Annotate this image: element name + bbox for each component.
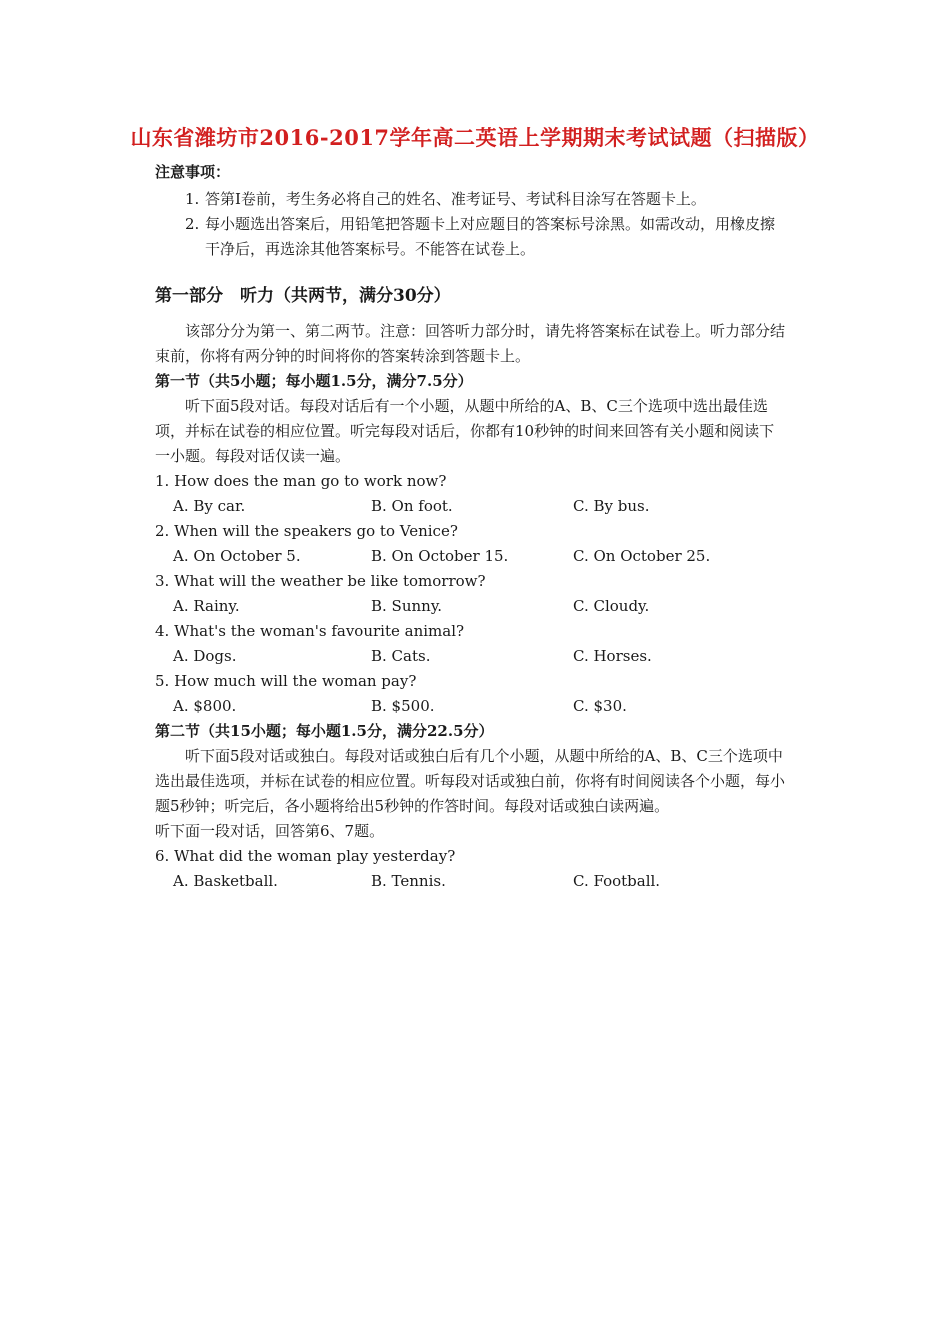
option-a: A. Rainy. [173,597,240,615]
question-options [155,869,785,894]
question-options [155,694,785,719]
notice-item-text: 答第Ⅰ卷前，考生务必将自己的姓名、准考证号、考试科目涂写在答题卡上。 [205,190,706,208]
notice-item-number: 1. [185,190,200,208]
page-title: 山东省潍坊市2016-2017学年高二英语上学期期末考试试题（扫描版） [130,125,820,150]
question-text: 5. How much will the woman pay? [155,672,417,690]
question-options [155,644,785,669]
question-options [155,544,785,569]
option-c: C. By bus. [573,497,650,515]
question-text: 2. When will the speakers go to Venice? [155,522,458,540]
notice-item-text: 每小题选出答案后，用铅笔把答题卡上对应题目的答案标号涂黑。如需改动，用橡皮擦干净后，再选涂其他答案标号。不能答在试卷上。 [205,215,776,258]
option-b: B. On foot. [371,497,453,515]
part-one-intro: 该部分分为第一、第二两节。注意：回答听力部分时，请先将答案标在试卷上。听力部分结束前，你将有两分钟的时间将你的答案转涂到答题卡上。 [155,322,786,365]
dialog-note: 听下面一段对话，回答第6、7题。 [155,822,385,840]
section-two-heading: 第二节（共15小题；每小题1.5分，满分22.5分） [155,722,494,740]
option-c: C. Football. [573,872,661,890]
option-c: C. Horses. [573,647,652,665]
section-two-instructions: 听下面5段对话或独白。每段对话或独白后有几个小题，从题中所给的A、B、C三个选项中选出最佳选项，并标在试卷的相应位置。听每段对话或独白前，你将有时间阅读各个小题，每小题5秒钟；听完后，各小题将给出5秒钟的作答时间。每段对话或独白读两遍。 [155,747,786,815]
notice-heading: 注意事项： [155,163,231,181]
option-b: B. Sunny. [371,597,443,615]
notice-item [155,187,785,212]
option-a: A. Basketball. [173,872,278,890]
question-text: 3. What will the weather be like tomorrow? [155,572,486,590]
notice-item [155,212,785,262]
option-b: B. Tennis. [371,872,446,890]
option-c: C. Cloudy. [573,597,650,615]
question-options [155,594,785,619]
section-one-instructions: 听下面5段对话。每段对话后有一个小题，从题中所给的A、B、C三个选项中选出最佳选项，并标在试卷的相应位置。听完每段对话后，你都有10秒钟的时间来回答有关小题和阅读下一小题。每段对话仅读一遍。 [155,397,775,465]
option-a: A. On October 5. [173,547,301,565]
option-a: A. By car. [173,497,246,515]
notice-item-number: 2. [185,215,200,233]
option-c: C. $30. [573,697,627,715]
question-options [155,494,785,519]
option-a: A. $800. [173,697,237,715]
question-text: 6. What did the woman play yesterday? [155,847,456,865]
option-b: B. $500. [371,697,435,715]
scanned-exam-page [155,160,785,894]
option-b: B. On October 15. [371,547,509,565]
part-one-heading: 第一部分 听力（共两节，满分30分） [155,286,451,306]
option-a: A. Dogs. [173,647,237,665]
option-c: C. On October 25. [573,547,711,565]
section-one-heading: 第一节（共5小题；每小题1.5分，满分7.5分） [155,372,473,390]
option-b: B. Cats. [371,647,431,665]
question-text: 1. How does the man go to work now? [155,472,447,490]
question-text: 4. What's the woman's favourite animal? [155,622,465,640]
